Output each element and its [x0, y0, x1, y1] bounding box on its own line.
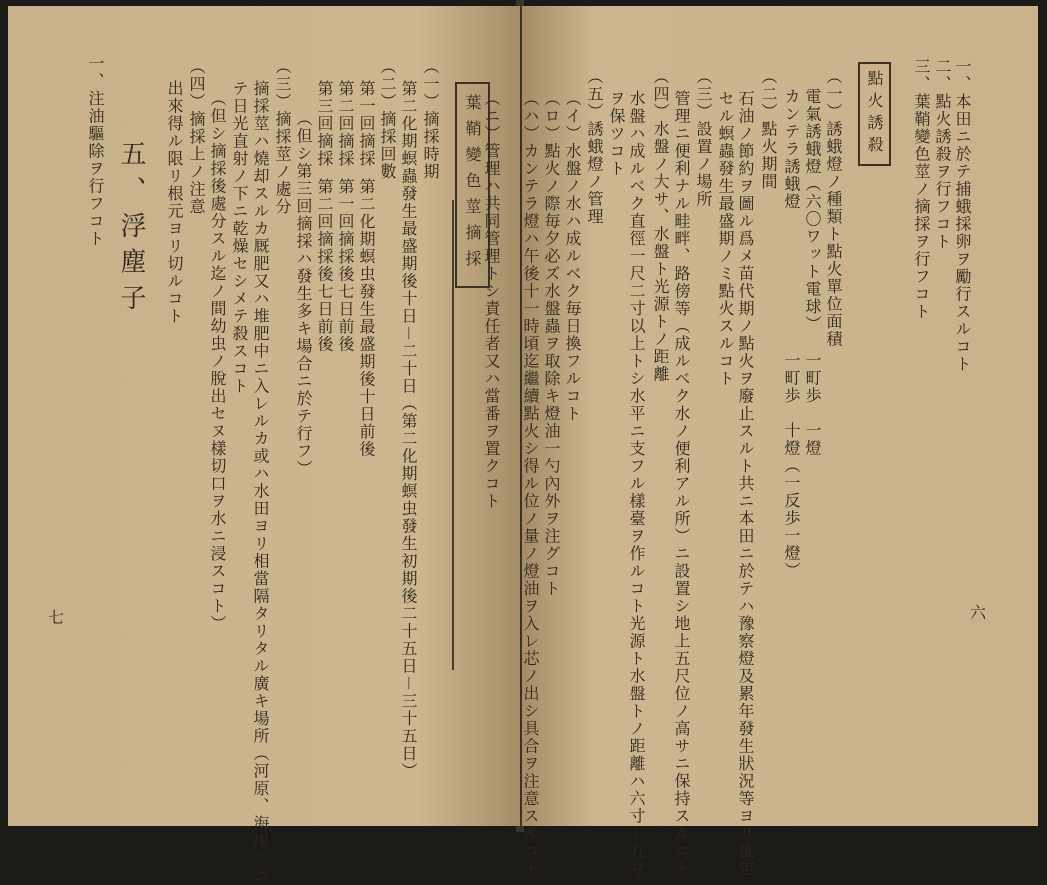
text-line: 水盤ハ成ルベク直徑一尺二寸以上トシ水平ニ支フル樣臺ヲ作ルコト光源ト水盤トノ距離ハ六寸－九寸 — [627, 90, 646, 878]
text-line: 三、葉鞘變色莖ノ摘採ヲ行フコト — [912, 58, 931, 321]
text-line: （一）摘採時期 — [421, 58, 440, 181]
text-line: （二）摘採回數 — [378, 58, 397, 181]
chapter-heading-planthopper: 五、浮塵子 — [116, 140, 146, 320]
text-line: （ニ）管理ハ共同管理トシ責任者又ハ當番ヲ置クコト — [482, 90, 501, 510]
text-line: （三）摘採莖ノ處分 — [273, 58, 292, 216]
section-heading-light-trap: 點火誘殺 — [858, 62, 891, 166]
text-line: セル螟蟲發生最盛期ノミ點火スルコト — [716, 90, 735, 388]
text-line: 管理ニ便利ナル畦畔、路傍等（成ルベク水ノ便利アル所）ニ設置シ地上五尺位ノ高サニ保持スルコト — [672, 90, 691, 878]
text-line: 摘採莖ハ燒却スルカ厩肥又ハ堆肥中ニ入レルカ或ハ水田ヨリ相當隔タリタル廣キ場所（河原、海岸）ニ — [251, 80, 270, 885]
text-line: 第二化期螟蟲發生最盛期後十日－二十日（第二化期螟虫發生初期後二十五日－三十五日） — [399, 80, 418, 780]
section-divider — [452, 200, 454, 670]
text-line: 第一回摘採 — [357, 80, 376, 168]
text-line: ヲ保ツコト — [607, 90, 626, 178]
text-line: （四）摘採上ノ注意 — [187, 58, 206, 216]
text-line: 石油ノ節約ヲ圖ル爲メ苗代期ノ點火ヲ廢止スルト共ニ本田ニ於テハ豫察燈及累年發生狀況等ヨリ推定 — [736, 90, 755, 878]
text-line: （但シ第三回摘採ハ發生多キ場合ニ於テ行フ） — [294, 110, 313, 478]
text-line: 出來得ル限リ根元ヨリ切ルコト — [165, 80, 184, 325]
text-line: （但シ摘採後處分スル迄ノ間幼虫ノ脫出セヌ樣切口ヲ水ニ浸スコト） — [208, 90, 227, 633]
section-heading-sheath-stem: 葉鞘變色莖摘採 — [455, 82, 490, 288]
text-line: 第一回摘採後七日前後 — [336, 178, 355, 353]
text-line: （一）誘蛾燈ノ種類ト點火單位面積 — [824, 68, 843, 348]
text-line: 電氣誘蛾燈（六〇ワット電球） — [803, 88, 822, 333]
text-line: （ロ）點火ノ際毎夕必ズ水盤蟲ヲ取除キ燈油一勺內外ヲ注グコト — [542, 90, 561, 598]
text-line: 一、本田ニ於テ捕蛾採卵ヲ勵行スルコト — [953, 58, 972, 373]
text-line: 一、注油驅除ヲ行フコト — [86, 55, 105, 248]
text-line: （四）水盤ノ大サ、水盤ト光源トノ距離 — [651, 68, 670, 383]
text-line: 二、點火誘殺ヲ行フコト — [933, 58, 952, 251]
text-line: 第二回摘採 — [336, 80, 355, 168]
text-line: 一町歩 十燈（一反歩一燈） — [782, 352, 801, 580]
page-number-right: 六 — [970, 603, 987, 622]
text-line: （二）點火期間 — [759, 68, 778, 191]
text-line: 一町歩 一燈 — [803, 352, 822, 457]
text-line: カンテラ誘蛾燈 — [782, 88, 801, 211]
text-line: （イ）水盤ノ水ハ成ルベク毎日換フルコト — [563, 90, 582, 423]
text-line: （五）誘蛾燈ノ管理 — [585, 68, 604, 226]
text-line: テ日光直射ノ下ニ乾燥セシメテ殺スコト — [230, 80, 249, 395]
text-line: 第三回摘採 — [315, 80, 334, 168]
text-line: （三）設置ノ場所 — [694, 68, 713, 208]
text-line: 第二化期螟虫發生最盛期後十日前後 — [357, 178, 376, 458]
text-line: 第二回摘採後七日前後 — [315, 178, 334, 353]
page-number-left: 七 — [48, 608, 65, 627]
text-line: （ハ）カンテラ燈ハ午後十一時頃迄繼續點火シ得ル位ノ量ノ燈油ヲ入レ芯ノ出シ具合ヲ注意スルコト — [521, 90, 540, 878]
